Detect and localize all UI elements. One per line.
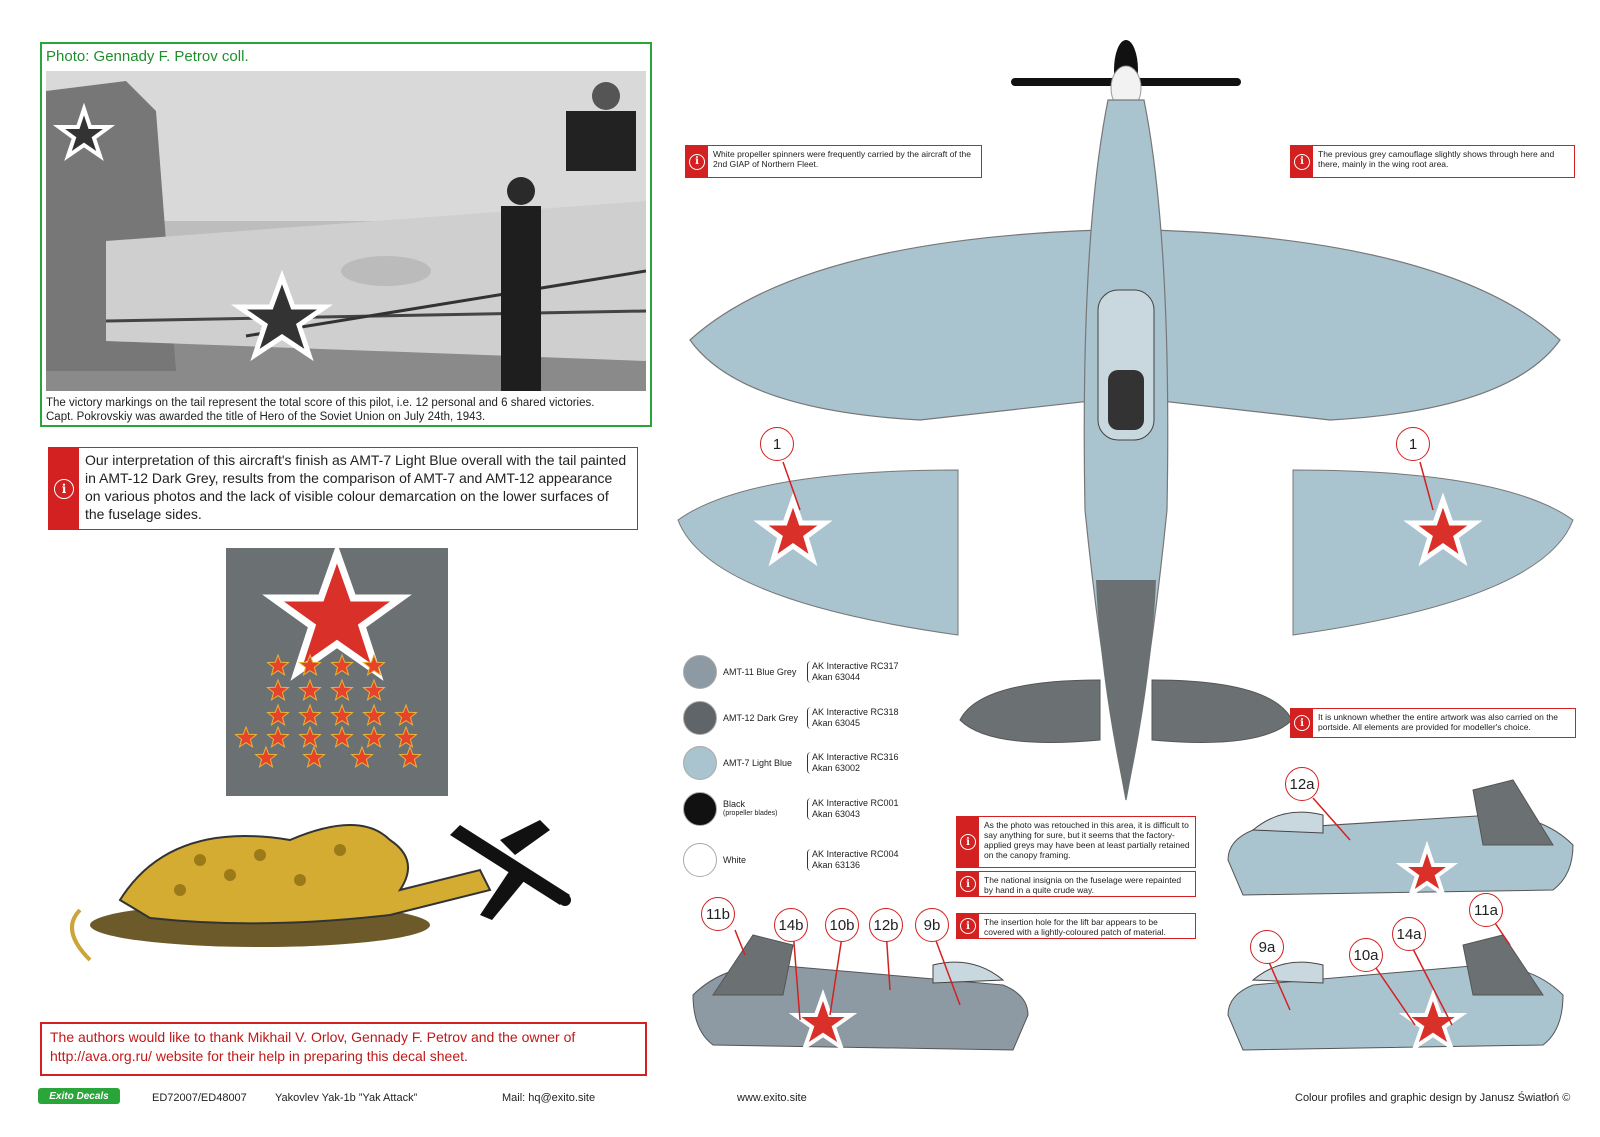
leopard-artwork — [60, 800, 580, 970]
victory-star — [396, 727, 417, 747]
photo-caption-line1: The victory markings on the tail represent the total score of this pilot, i.e. 12 personal and 6 shared victories. — [46, 397, 595, 409]
callout-12a: 12a — [1285, 767, 1319, 801]
photo-caption — [46, 396, 594, 424]
callout-9b: 9b — [915, 908, 949, 942]
victory-star — [332, 655, 353, 675]
photo-caption-line2: Capt. Pokrovskiy was awarded the title of Hero of the Soviet Union on July 24th, 1943. — [46, 411, 486, 423]
victory-star — [332, 680, 353, 700]
footer-product-code: ED72007/ED48007 — [152, 1092, 247, 1104]
colour-name: AMT-11 Blue Grey — [723, 667, 797, 677]
info-icon: i — [957, 817, 979, 867]
side-view-left — [683, 935, 1043, 1065]
colour-codes — [807, 661, 899, 683]
victory-star — [268, 705, 289, 725]
footer-website[interactable]: www.exito.site — [737, 1092, 807, 1104]
colour-name: AMT-12 Dark Grey — [723, 713, 799, 723]
exito-decals-logo: Exito Decals — [38, 1088, 120, 1104]
note-artwork-text: It is unknown whether the entire artwork was also carried on the portside. All elements are provided for modeller's choice. — [1318, 712, 1559, 732]
callout-12b: 12b — [869, 908, 903, 942]
colour-code-ak: AK Interactive RC318 — [812, 707, 899, 717]
callout-9a: 9a — [1250, 930, 1284, 964]
colour-code-ak: AK Interactive RC001 — [812, 798, 899, 808]
footer-credit: Colour profiles and graphic design by Janusz Światłoń © — [1295, 1092, 1571, 1104]
callout-11a: 11a — [1469, 893, 1503, 927]
lower-wing-right — [1283, 460, 1583, 640]
callout-11b: 11b — [701, 897, 735, 931]
colour-code-akan: Akan 63045 — [812, 718, 861, 728]
note-spinners — [685, 145, 982, 178]
note-artwork — [1290, 708, 1576, 738]
victory-star — [236, 727, 257, 747]
side-view-right-upper — [1213, 775, 1583, 905]
footer-mail[interactable]: Mail: hq@exito.site — [502, 1092, 596, 1104]
victory-star — [256, 747, 277, 767]
info-icon: i — [686, 146, 708, 177]
victory-star — [352, 747, 373, 767]
thanks-line2: http://ava.org.ru/ website for their help in preparing this decal sheet. — [50, 1048, 468, 1064]
colour-swatch — [683, 792, 717, 826]
callout-1-right: 1 — [1396, 427, 1430, 461]
victory-star — [400, 747, 421, 767]
callout-14a: 14a — [1392, 917, 1426, 951]
colour-legend-row — [683, 840, 899, 880]
photo-drawing — [46, 71, 646, 391]
footer-title: Yakovlev Yak-1b ”Yak Attack” — [275, 1092, 418, 1104]
victory-star — [332, 727, 353, 747]
victory-star — [396, 705, 417, 725]
note-lift-bar — [956, 913, 1196, 939]
thanks-line1: The authors would like to thank Mikhail V. Orlov, Gennady F. Petrov and the owner of — [50, 1029, 576, 1045]
colour-legend-row — [683, 652, 899, 692]
lower-wing-left — [668, 460, 968, 640]
colour-code-ak: AK Interactive RC316 — [812, 752, 899, 762]
info-icon: i — [957, 872, 979, 896]
colour-codes — [807, 707, 899, 729]
colour-swatch — [683, 655, 717, 689]
colour-code-ak: AK Interactive RC317 — [812, 661, 899, 671]
photo-frame — [40, 42, 652, 427]
colour-swatch — [683, 746, 717, 780]
interpretation-note — [48, 447, 638, 530]
colour-swatch — [683, 843, 717, 877]
colour-legend-row — [683, 698, 899, 738]
colour-code-akan: Akan 63136 — [812, 860, 861, 870]
victory-star — [268, 655, 289, 675]
colour-name: AMT-7 Light Blue — [723, 758, 793, 768]
colour-code-akan: Akan 63002 — [812, 763, 861, 773]
victory-star — [300, 705, 321, 725]
colour-swatch — [683, 701, 717, 735]
note-retouched — [956, 816, 1196, 868]
info-icon: i — [1291, 709, 1313, 737]
colour-legend-row — [683, 743, 899, 783]
info-icon: i — [49, 448, 79, 529]
callout-14b: 14b — [774, 908, 808, 942]
colour-code-ak: AK Interactive RC004 — [812, 849, 899, 859]
victory-star — [268, 680, 289, 700]
acknowledgement-box — [40, 1022, 647, 1076]
note-camouflage-text: The previous grey camouflage slightly shows through here and there, mainly in the wing root area. — [1318, 149, 1555, 169]
note-insignia — [956, 871, 1196, 897]
info-icon: i — [957, 914, 979, 938]
colour-codes — [807, 752, 899, 774]
colour-code-akan: Akan 63043 — [812, 809, 861, 819]
note-retouched-text: As the photo was retouched in this area, it is difficult to say anything for sure, but it seems that the factory-applied greys may have been at least partially retained on the canopy framing. — [984, 820, 1190, 860]
victory-star — [364, 680, 385, 700]
colour-code-akan: Akan 63044 — [812, 672, 861, 682]
victory-star — [332, 705, 353, 725]
victory-star — [268, 727, 289, 747]
victory-star — [304, 747, 325, 767]
note-spinners-text: White propeller spinners were frequently carried by the aircraft of the 2nd GIAP of Northern Fleet. — [713, 149, 971, 169]
info-icon: i — [1291, 146, 1313, 177]
colour-codes — [807, 798, 899, 820]
colour-name: Black (propeller blades) — [723, 799, 778, 817]
photo-credit: Photo: Gennady F. Petrov coll. — [46, 48, 249, 65]
colour-legend-row — [683, 789, 899, 829]
tail-insignia-drawing — [226, 548, 448, 796]
callout-1-left: 1 — [760, 427, 794, 461]
colour-codes — [807, 849, 899, 871]
callout-10b: 10b — [825, 908, 859, 942]
colour-name: White — [723, 855, 747, 865]
victory-star — [300, 680, 321, 700]
historical-photo — [46, 71, 646, 391]
note-lift-bar-text: The insertion hole for the lift bar appears to be covered with a lightly-coloured patch of material. — [984, 917, 1166, 937]
callout-10a: 10a — [1349, 938, 1383, 972]
victory-star — [364, 727, 385, 747]
tail-insignia-panel — [226, 548, 448, 796]
victory-star — [364, 705, 385, 725]
interpretation-text: Our interpretation of this aircraft's finish as AMT-7 Light Blue overall with the tail painted in AMT-12 Dark Grey, results from the comparison of AMT-7 and AMT-12 appearance on various photos and the lack of visible colour demarcation on the lower surfaces of the fuselage sides. — [85, 452, 627, 522]
note-camouflage — [1290, 145, 1575, 178]
victory-star — [300, 727, 321, 747]
note-insignia-text: The national insignia on the fuselage were repainted by hand in a quite crude way. — [984, 875, 1182, 895]
